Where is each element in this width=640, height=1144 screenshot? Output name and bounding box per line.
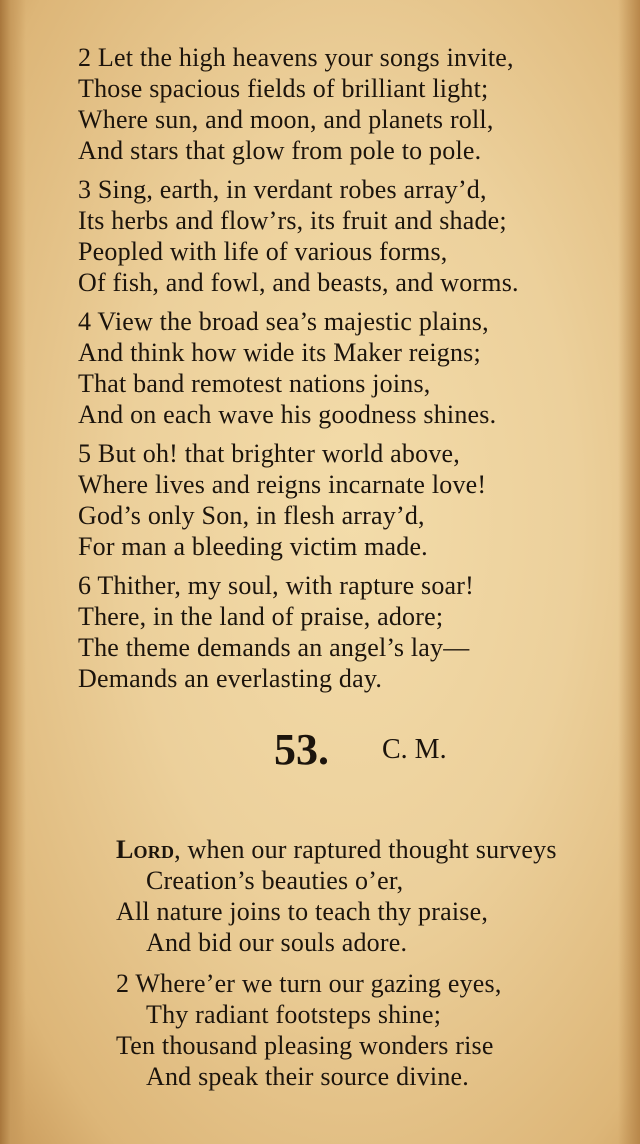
page-text <box>78 42 608 1102</box>
verse-line: 6 Thither, my soul, with rapture soar! <box>78 571 475 600</box>
verse-line: Peopled with life of various forms, <box>78 237 448 266</box>
hymn-number: 53. <box>274 725 329 774</box>
verse-line: 4 View the broad sea’s majestic plains, <box>78 307 489 336</box>
verse-line: That band remotest nations joins, <box>78 369 431 398</box>
hymn-heading <box>78 714 608 806</box>
verse-line: And bid our souls adore. <box>146 928 408 957</box>
verse-line: And think how wide its Maker reigns; <box>78 338 481 367</box>
verse-line: God’s only Son, in flesh array’d, <box>78 501 425 530</box>
hymn53-stanza-2 <box>78 968 608 1092</box>
verse-line: Those spacious fields of brilliant light; <box>78 74 489 103</box>
hymn52-stanza-4 <box>78 306 608 430</box>
verse-line: And stars that glow from pole to pole. <box>78 136 482 165</box>
verse-line: Where lives and reigns incarnate love! <box>78 470 487 499</box>
verse-line: All nature joins to teach thy praise, <box>116 897 489 926</box>
verse-line: Of fish, and fowl, and beasts, and worms. <box>78 268 519 297</box>
hymn52-stanza-6 <box>78 570 608 694</box>
verse-line: 2 Let the high heavens your songs invite, <box>78 43 514 72</box>
hymn52-stanza-2 <box>78 42 608 166</box>
verse-line: Its herbs and flow’rs, its fruit and shade; <box>78 206 507 235</box>
verse-line: 3 Sing, earth, in verdant robes array’d, <box>78 175 487 204</box>
hymn52-stanza-3 <box>78 174 608 298</box>
verse-line: Creation’s beauties o’er, <box>146 866 404 895</box>
verse-line <box>78 834 608 865</box>
verse-line-rest: , when our raptured thought surveys <box>174 835 557 864</box>
verse-line: For man a bleeding victim made. <box>78 532 428 561</box>
hymn53-stanza-1 <box>78 834 608 958</box>
verse-line: Thy radiant footsteps shine; <box>146 1000 442 1029</box>
verse-line: There, in the land of praise, adore; <box>78 602 444 631</box>
verse-line: The theme demands an angel’s lay— <box>78 633 470 662</box>
page-edge-shadow-right <box>618 0 640 1144</box>
verse-line: 5 But oh! that brighter world above, <box>78 439 460 468</box>
verse-line: 2 Where’er we turn our gazing eyes, <box>116 969 502 998</box>
hymn53-body <box>78 834 608 1092</box>
hymn52-stanza-5 <box>78 438 608 562</box>
verse-line: Demands an everlasting day. <box>78 664 383 693</box>
verse-line: And speak their source divine. <box>146 1062 469 1091</box>
first-word: Lord <box>116 835 175 864</box>
verse-line: And on each wave his goodness shines. <box>78 400 497 429</box>
page-edge-shadow-left <box>0 0 26 1144</box>
hymn-meter: C. M. <box>382 734 447 765</box>
verse-line: Ten thousand pleasing wonders rise <box>116 1031 494 1060</box>
verse-line: Where sun, and moon, and planets roll, <box>78 105 494 134</box>
